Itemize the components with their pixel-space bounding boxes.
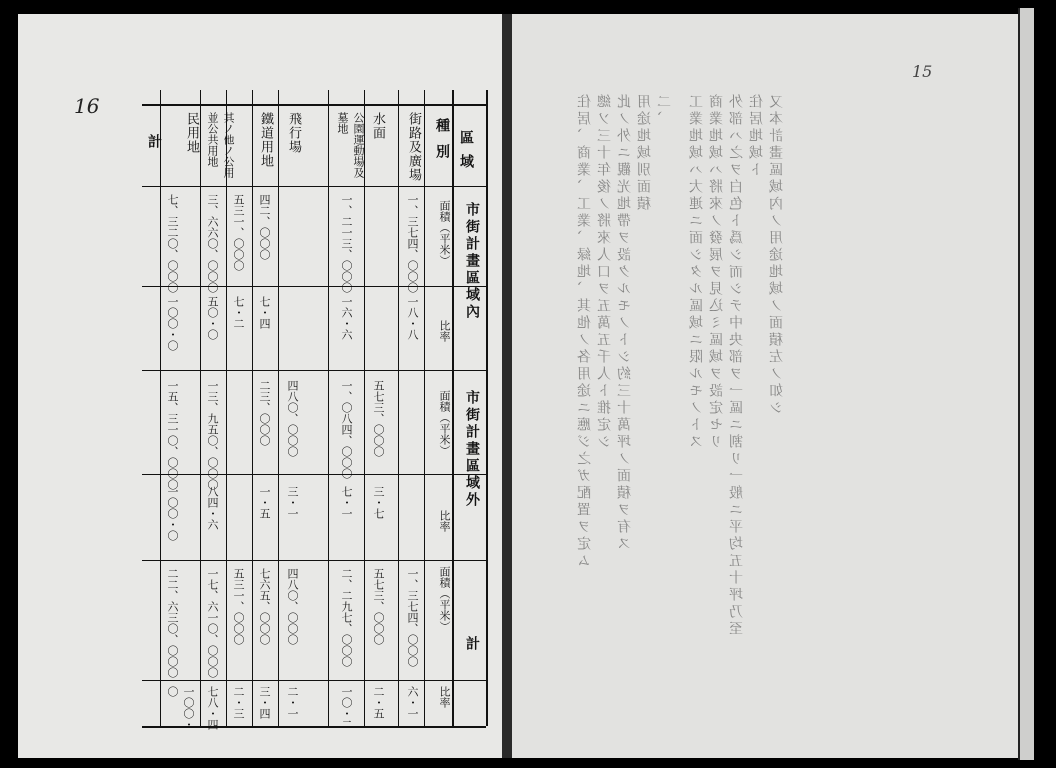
cell-inside-ratio-5: 七・二 [232, 296, 245, 329]
cell-total-area-6: 一七、六一〇、〇〇〇 [206, 568, 219, 678]
land-use-table [142, 90, 498, 730]
col-ratio-inside: 比率 [438, 320, 451, 342]
cell-outside-area-2: 一、〇八四、〇〇〇 [340, 380, 353, 479]
corner-kind-label: 種 [434, 118, 450, 135]
row-header-total: 計 [146, 134, 162, 151]
corner-betsu-label: 別 [434, 144, 450, 161]
cell-inside-ratio-6: 五〇・〇 [206, 296, 219, 340]
right-page [512, 14, 1018, 758]
cell-total-area-4: 七六五、〇〇〇 [258, 568, 271, 645]
cell-inside-ratio-4: 七・四 [258, 296, 271, 329]
col-ratio-outside: 比率 [438, 510, 451, 532]
text-line-8: 此ノ外ニ觀光地帶ヲ設クルモノトシ約三十萬坪ノ面積ヲ有ス [617, 94, 633, 553]
cell-total-area-7: 二二、六三〇、〇〇〇 [166, 568, 179, 678]
cell-total-ratio-5: 二・三 [232, 686, 245, 719]
text-line-3: 外部ハ之ヲ白色ト爲シ而シテ中央部ヲ一區ニ割リ一般ニ平均五十坪乃至 [729, 94, 745, 638]
left-page [18, 14, 502, 758]
cell-total-ratio-4: 三・四 [258, 686, 271, 719]
cell-total-area-2: 二、二九七、〇〇〇 [340, 568, 353, 667]
text-line-4: 商業地域ハ將來ノ發展ヲ見込ミ區域ヲ設定セリ [709, 94, 725, 451]
cell-total-ratio-1: 二・五 [372, 686, 385, 719]
cell-total-area-1: 五七三、〇〇〇 [372, 568, 385, 645]
group-total: 計 [464, 636, 480, 653]
cell-total-area-5: 五三一、〇〇〇 [232, 568, 245, 645]
row-header-streets: 街路及廣場 [406, 112, 421, 182]
cell-outside-area-1: 五七三、〇〇〇 [372, 380, 385, 457]
cell-inside-area-5: 五三一、〇〇〇 [232, 194, 245, 271]
group-inside: 市街計畫區域內 [464, 202, 480, 321]
col-ratio-total: 比率 [438, 686, 451, 708]
cell-total-ratio-2: 一〇・二 [340, 686, 353, 730]
row-header-airfield: 飛行場 [286, 112, 301, 154]
cell-outside-ratio-4: 一・五 [258, 486, 271, 519]
book-spine [502, 14, 512, 758]
text-line-9: 總ソ三十年後ノ將來人口ヲ五萬五千人ト推定シ [597, 94, 613, 451]
cell-outside-area-4: 二三、〇〇〇 [258, 380, 271, 446]
cell-inside-ratio-0: 一八・八 [406, 296, 419, 340]
page-number-right: 15 [912, 62, 933, 81]
col-area-inside: 面積（平米） [438, 200, 451, 266]
cell-outside-ratio-1: 三・七 [372, 486, 385, 519]
cell-total-ratio-3: 二・一 [286, 686, 299, 719]
cell-inside-area-4: 四二、〇〇〇 [258, 194, 271, 260]
group-outside: 市街計畫區域外 [464, 390, 480, 509]
cell-outside-area-3: 四八〇、〇〇〇 [286, 380, 299, 457]
cell-inside-ratio-2: 一六・六 [340, 296, 353, 340]
row-header-water: 水面 [370, 112, 385, 140]
text-line-1: 又本計畫區域內ノ用途地域ノ面積左ノ如シ [769, 94, 785, 417]
cell-total-area-0: 一、三七四、〇〇〇 [406, 568, 419, 667]
text-line-2: 住居地域ト [749, 94, 765, 179]
cell-outside-ratio-3: 三・一 [286, 486, 299, 519]
corner-region-label: 區 [458, 130, 474, 147]
cell-inside-ratio-7: 一〇〇・〇 [166, 296, 179, 351]
cell-total-area-3: 四八〇、〇〇〇 [286, 568, 299, 645]
corner-region-label-2: 域 [458, 154, 474, 171]
page-number-left: 16 [74, 94, 100, 118]
text-line-6: 二、 [657, 94, 673, 128]
cell-outside-area-6: 一三、九五〇、〇〇〇 [206, 380, 219, 490]
text-line-10: 住居、商業、工業、緑地、其他ノ各用途ニ應ジ之ガ配置ヲ定ム [577, 94, 593, 570]
cell-outside-ratio-7: 一〇〇・〇 [166, 486, 179, 541]
col-area-outside: 面積（平米） [438, 390, 451, 456]
cell-inside-area-6: 三、六六〇、〇〇〇 [206, 194, 219, 293]
cell-total-ratio-7: 一〇〇・〇 [166, 686, 195, 730]
cell-outside-ratio-6: 八四・六 [206, 486, 219, 530]
row-header-railway: 鐵道用地 [258, 112, 273, 168]
row-header-parks: 公園運動場及墓地 [336, 112, 365, 178]
cell-total-ratio-0: 六・一 [406, 686, 419, 719]
cell-inside-area-2: 一、二一三、〇〇〇 [340, 194, 353, 293]
text-line-5: 工業地域ハ大連ニ面シタル區域ニ限ルモノトス [689, 94, 705, 451]
row-header-private: 民用地 [184, 112, 199, 154]
col-area-total: 面積（平米） [438, 566, 451, 632]
text-line-7: 用途地域別面積 [637, 94, 653, 213]
cell-outside-ratio-2: 七・一 [340, 486, 353, 519]
cell-inside-area-0: 一、三七四、〇〇〇 [406, 194, 419, 293]
row-header-public: 其ノ他ノ公用並公共用地 [206, 112, 235, 178]
cell-outside-area-7: 一五、三一〇、〇〇〇 [166, 380, 179, 490]
book-edge [1018, 8, 1034, 760]
cell-total-ratio-6: 七八・四 [206, 686, 219, 730]
cell-inside-area-7: 七、三二〇、〇〇〇 [166, 194, 179, 293]
